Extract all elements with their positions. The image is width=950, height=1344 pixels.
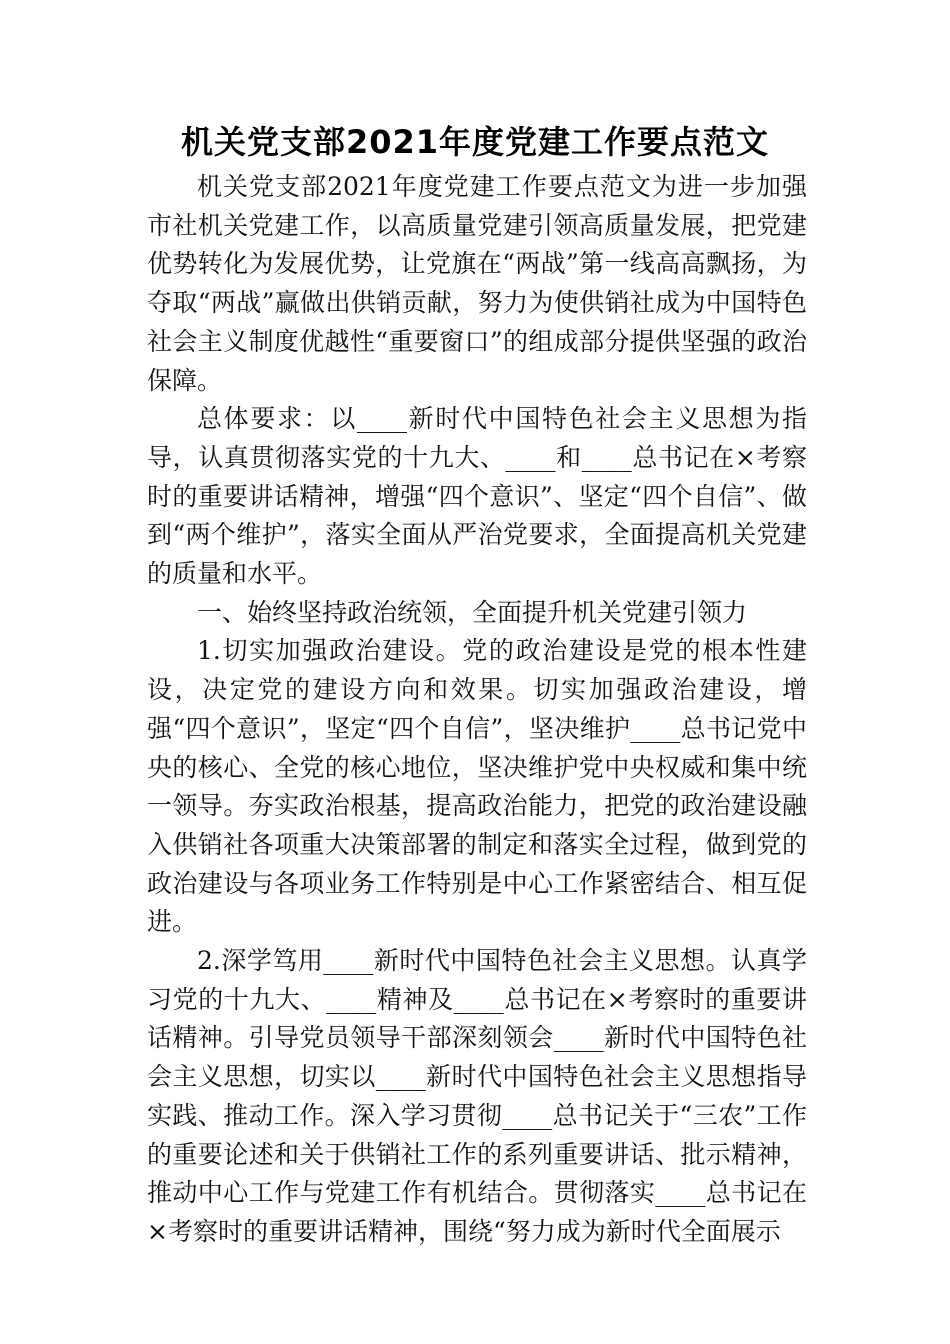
paragraph-general-requirements: 总体要求：以____新时代中国特色社会主义思想为指导，认真贯彻落实党的十九大、____和____总书记在×考察时的重要讲话精神，增强“四个意识”、坚定“四个自信”、做到“两个维护”，落实全面从严治党要求，全面提高机关党建的质量和水平。 xyxy=(147,404,807,589)
paragraph-item-2: 2.深学笃用____新时代中国特色社会主义思想。认真学习党的十九大、____精神及____总书记在×考察时的重要讲话精神。引导党员领导干部深刻领会____新时代中国特色社会主义思想，切实以____新时代中国特色社会主义思想指导实践、推动工作。深入学习贯彻____总书记关于“三农”工作的重要论述和关于供销社工作的系列重要讲话、批示精神，推动中心工作与党建工作有机结合。贯彻落实____总书记在×考察时的重要讲话精神，围绕“努力成为新时代全面展示 xyxy=(147,946,807,1246)
paragraph-intro: 机关党支部2021年度党建工作要点范文为进一步加强市社机关党建工作，以高质量党建引领高质量发展，把党建优势转化为发展优势，让党旗在“两战”第一线高高飘扬，为夺取“两战”赢做出供销贡献，努力为使供销社成为中国特色社会主义制度优越性“重要窗口”的组成部分提供坚强的政治保障。 xyxy=(147,172,807,395)
document-body xyxy=(147,168,807,1252)
document-title: 机关党支部2021年度党建工作要点范文 xyxy=(180,123,770,161)
section-heading-1: 一、始终坚持政治统领，全面提升机关党建引领力 xyxy=(197,597,748,627)
paragraph-item-1: 1.切实加强政治建设。党的政治建设是党的根本性建设，决定党的建设方向和效果。切实加强政治建设，增强“四个意识”，坚定“四个自信”，坚决维护____总书记党中央的核心、全党的核心地位，坚决维护党中央权威和集中统一领导。夯实政治根基，提高政治能力，把党的政治建设融入供销社各项重大决策部署的制定和落实全过程，做到党的政治建设与各项业务工作特别是中心工作紧密结合、相互促进。 xyxy=(147,636,807,937)
